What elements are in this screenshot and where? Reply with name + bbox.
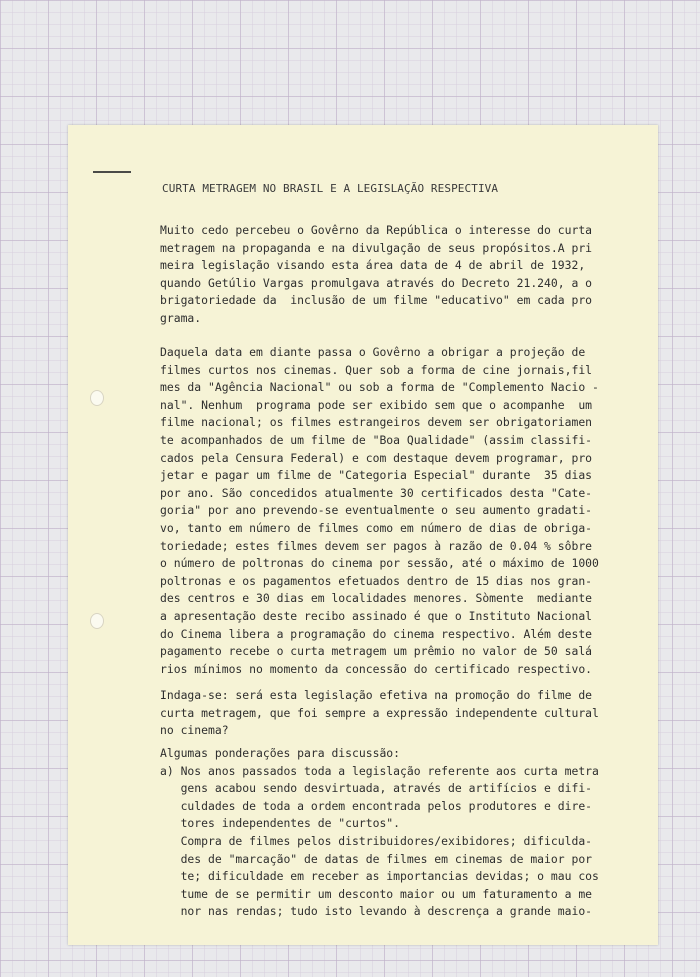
text-line: Muito cedo percebeu o Govêrno da República o interesse do curta: [160, 223, 593, 237]
text-line: nor nas rendas; tudo isto levando à descrença a grande maio-: [160, 904, 593, 919]
text-line: gens acabou sendo desvirtuada, através de artifícios e difi-: [160, 781, 593, 796]
text-line: meira legislação visando esta área data de 4 de abril de 1932,: [160, 258, 586, 273]
text-line: o número de poltronas do cinema por sessão, até o máximo de 1000: [160, 556, 599, 571]
pen-dash-mark: [93, 171, 131, 173]
paragraph-2: [160, 344, 620, 678]
text-line: poltronas e os pagamentos efetuados dentro de 15 dias nos gran-: [160, 573, 593, 588]
text-line: des de "marcação" de datas de filmes em cinemas de maior por: [160, 851, 593, 866]
text-line: cados pela Censura Federal) e com destaque devem programar, pro: [160, 450, 593, 465]
typed-page: [68, 125, 658, 945]
punch-hole: [90, 613, 104, 629]
text-line: metragem na propaganda e na divulgação de seus propósitos.A pri: [160, 240, 593, 255]
text-line: mes da "Agência Nacional" ou sob a forma de "Complemento Nacio -: [160, 380, 599, 395]
text-line: por ano. São concedidos atualmente 30 certificados desta "Cate-: [160, 485, 593, 500]
text-line: goria" por ano prevendo-se eventualmente o seu aumento gradati-: [160, 503, 593, 518]
text-line: Indaga-se: será esta legislação efetiva na promoção do filme de: [160, 688, 593, 702]
text-line: rios mínimos no momento da concessão do certificado respectivo.: [160, 661, 593, 676]
paragraph-1: [160, 222, 620, 328]
text-line: Algumas ponderações para discussão:: [160, 746, 401, 760]
punch-hole: [90, 390, 104, 406]
text-line: toriedade; estes filmes devem ser pagos à razão de 0.04 % sôbre: [160, 538, 593, 553]
text-line: tume de se permitir um desconto maior ou um faturamento a me: [160, 886, 593, 901]
text-line: filmes curtos nos cinemas. Quer sob a forma de cine jornais,fil: [160, 362, 593, 377]
text-line: brigatoriedade da inclusão de um filme "educativo" em cada pro: [160, 293, 593, 308]
text-line: pagamento recebe o curta metragem um prêmio no valor de 50 salá: [160, 644, 593, 659]
text-line: Compra de filmes pelos distribuidores/exibidores; dificulda-: [160, 833, 593, 848]
text-line: grama.: [160, 310, 202, 325]
text-line: filme nacional; os filmes estrangeiros devem ser obrigatoriamen: [160, 415, 593, 430]
text-line: a) Nos anos passados toda a legislação referente aos curta metra: [160, 763, 599, 778]
text-line: te acompanhados de um filme de "Boa Qualidade" (assim classifi-: [160, 432, 593, 447]
document-title: CURTA METRAGEM NO BRASIL E A LEGISLAÇÃO RESPECTIVA: [162, 182, 499, 195]
text-line: quando Getúlio Vargas promulgava através do Decreto 21.240, a o: [160, 275, 593, 290]
paragraph-4: [160, 745, 620, 921]
text-line: no cinema?: [160, 723, 229, 738]
text-line: nal". Nenhum programa pode ser exibido sem que o acompanhe um: [160, 397, 593, 412]
text-line: Daquela data em diante passa o Govêrno a obrigar a projeção de: [160, 345, 586, 359]
text-line: culdades de toda a ordem encontrada pelos produtores e dire-: [160, 798, 593, 813]
text-line: vo, tanto em número de filmes como em número de dias de obriga-: [160, 520, 593, 535]
text-line: te; dificuldade em receber as importancias devidas; o mau cos: [160, 869, 599, 884]
text-line: des centros e 30 dias em localidades menores. Sòmente mediante: [160, 591, 593, 606]
paragraph-3: [160, 687, 620, 740]
text-line: do Cinema libera a programação do cinema respectivo. Além deste: [160, 626, 593, 641]
text-line: a apresentação deste recibo assinado é que o Instituto Nacional: [160, 608, 593, 623]
text-line: jetar e pagar um filme de "Categoria Especial" durante 35 dias: [160, 468, 593, 483]
text-line: tores independentes de "curtos".: [160, 816, 401, 831]
text-line: curta metragem, que foi sempre a expressão independente cultural: [160, 705, 599, 720]
